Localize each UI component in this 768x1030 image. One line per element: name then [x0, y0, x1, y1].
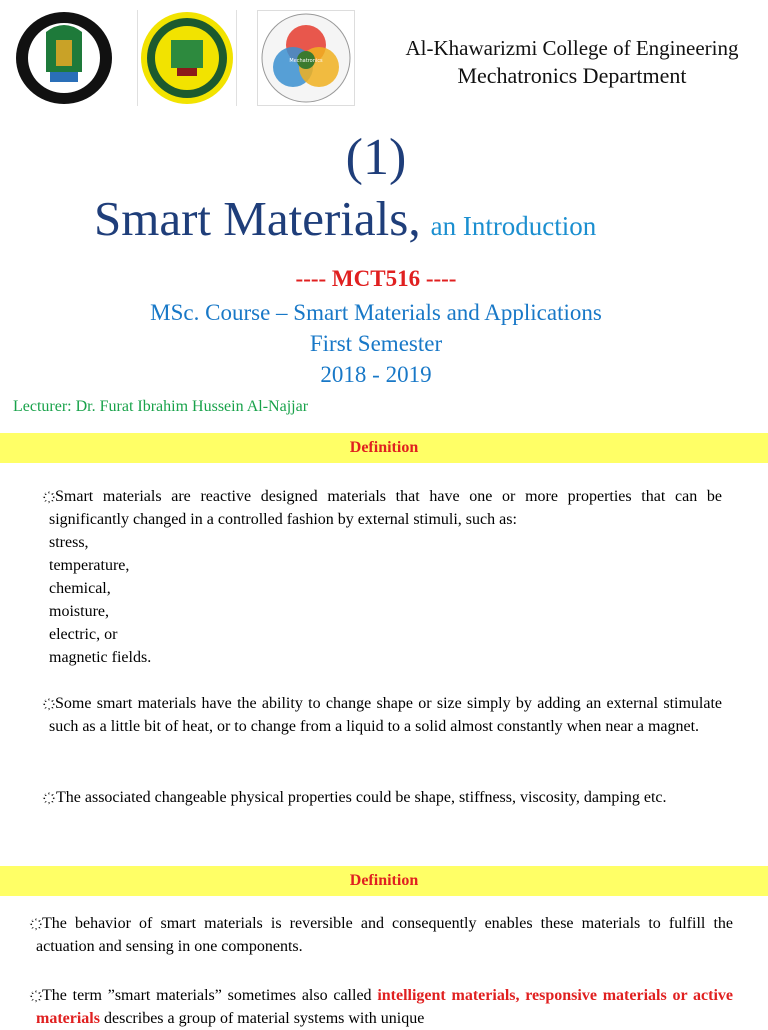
- paragraph-text: Smart materials are reactive designed materials that have one or more properties that can be significantly changed in a controlled fashion by external stimuli, such as:: [49, 488, 722, 528]
- college-header: [376, 34, 768, 90]
- lecturer-name: Lecturer: Dr. Furat Ibrahim Hussein Al-Najjar: [13, 398, 309, 415]
- section-heading: Definition: [0, 433, 768, 463]
- course-info: [0, 297, 752, 390]
- lecture-number: (1): [345, 129, 407, 186]
- highlighted-terms: intelligent materials, responsive materials or active materials: [36, 987, 733, 1027]
- list-item: temperature,: [49, 557, 130, 574]
- section-heading: Definition: [0, 866, 768, 896]
- venn-center-label: Mechatronics: [289, 58, 323, 64]
- paragraph-terminology: [36, 984, 734, 1030]
- mechatronics-venn-logo: [257, 10, 355, 106]
- title-subtitle: an Introduction: [430, 211, 597, 241]
- list-item: electric, or: [49, 626, 118, 643]
- college-of-engineering-seal-icon: [138, 10, 236, 106]
- lecture-title: [94, 190, 596, 247]
- college-seal-logo: [137, 10, 237, 106]
- list-item: chemical,: [49, 580, 111, 597]
- paragraph-text-end: describes a group of material systems with unique: [99, 1010, 425, 1027]
- paragraph-text: The behavior of smart materials is reversible and consequently enables these materials to fulfill the actuation and sensing in one components.: [36, 915, 733, 955]
- paragraph-text: The associated changeable physical properties could be shape, stiffness, viscosity, damping etc.: [56, 789, 667, 806]
- paragraph-definition: [49, 485, 723, 669]
- university-seal-logo: [10, 10, 118, 106]
- list-item: stress,: [49, 534, 89, 551]
- title-main: Smart Materials,: [94, 191, 421, 246]
- academic-year: 2018 - 2019: [320, 362, 432, 387]
- list-item: magnetic fields.: [49, 649, 152, 666]
- mechatronics-venn-icon: [258, 11, 354, 105]
- paragraph-properties: [49, 786, 723, 809]
- course-name: MSc. Course – Smart Materials and Applications: [150, 300, 602, 325]
- course-code: ---- MCT516 ----: [295, 266, 457, 291]
- college-name: Al-Khawarizmi College of Engineering: [405, 36, 739, 60]
- paragraph-reversible: [36, 912, 734, 958]
- paragraph-text: Some smart materials have the ability to change shape or size simply by adding an external stimulate such as a little bit of heat, or to change from a liquid to a solid almost constantly when near a magnet.: [49, 695, 722, 735]
- department-name: Mechatronics Department: [457, 63, 687, 88]
- paragraph-shape-change: [49, 692, 723, 738]
- semester: First Semester: [309, 331, 443, 356]
- list-item: moisture,: [49, 603, 109, 620]
- paragraph-text-start: The term ”smart materials” sometimes also called: [42, 987, 378, 1004]
- university-of-baghdad-seal-icon: [10, 10, 118, 106]
